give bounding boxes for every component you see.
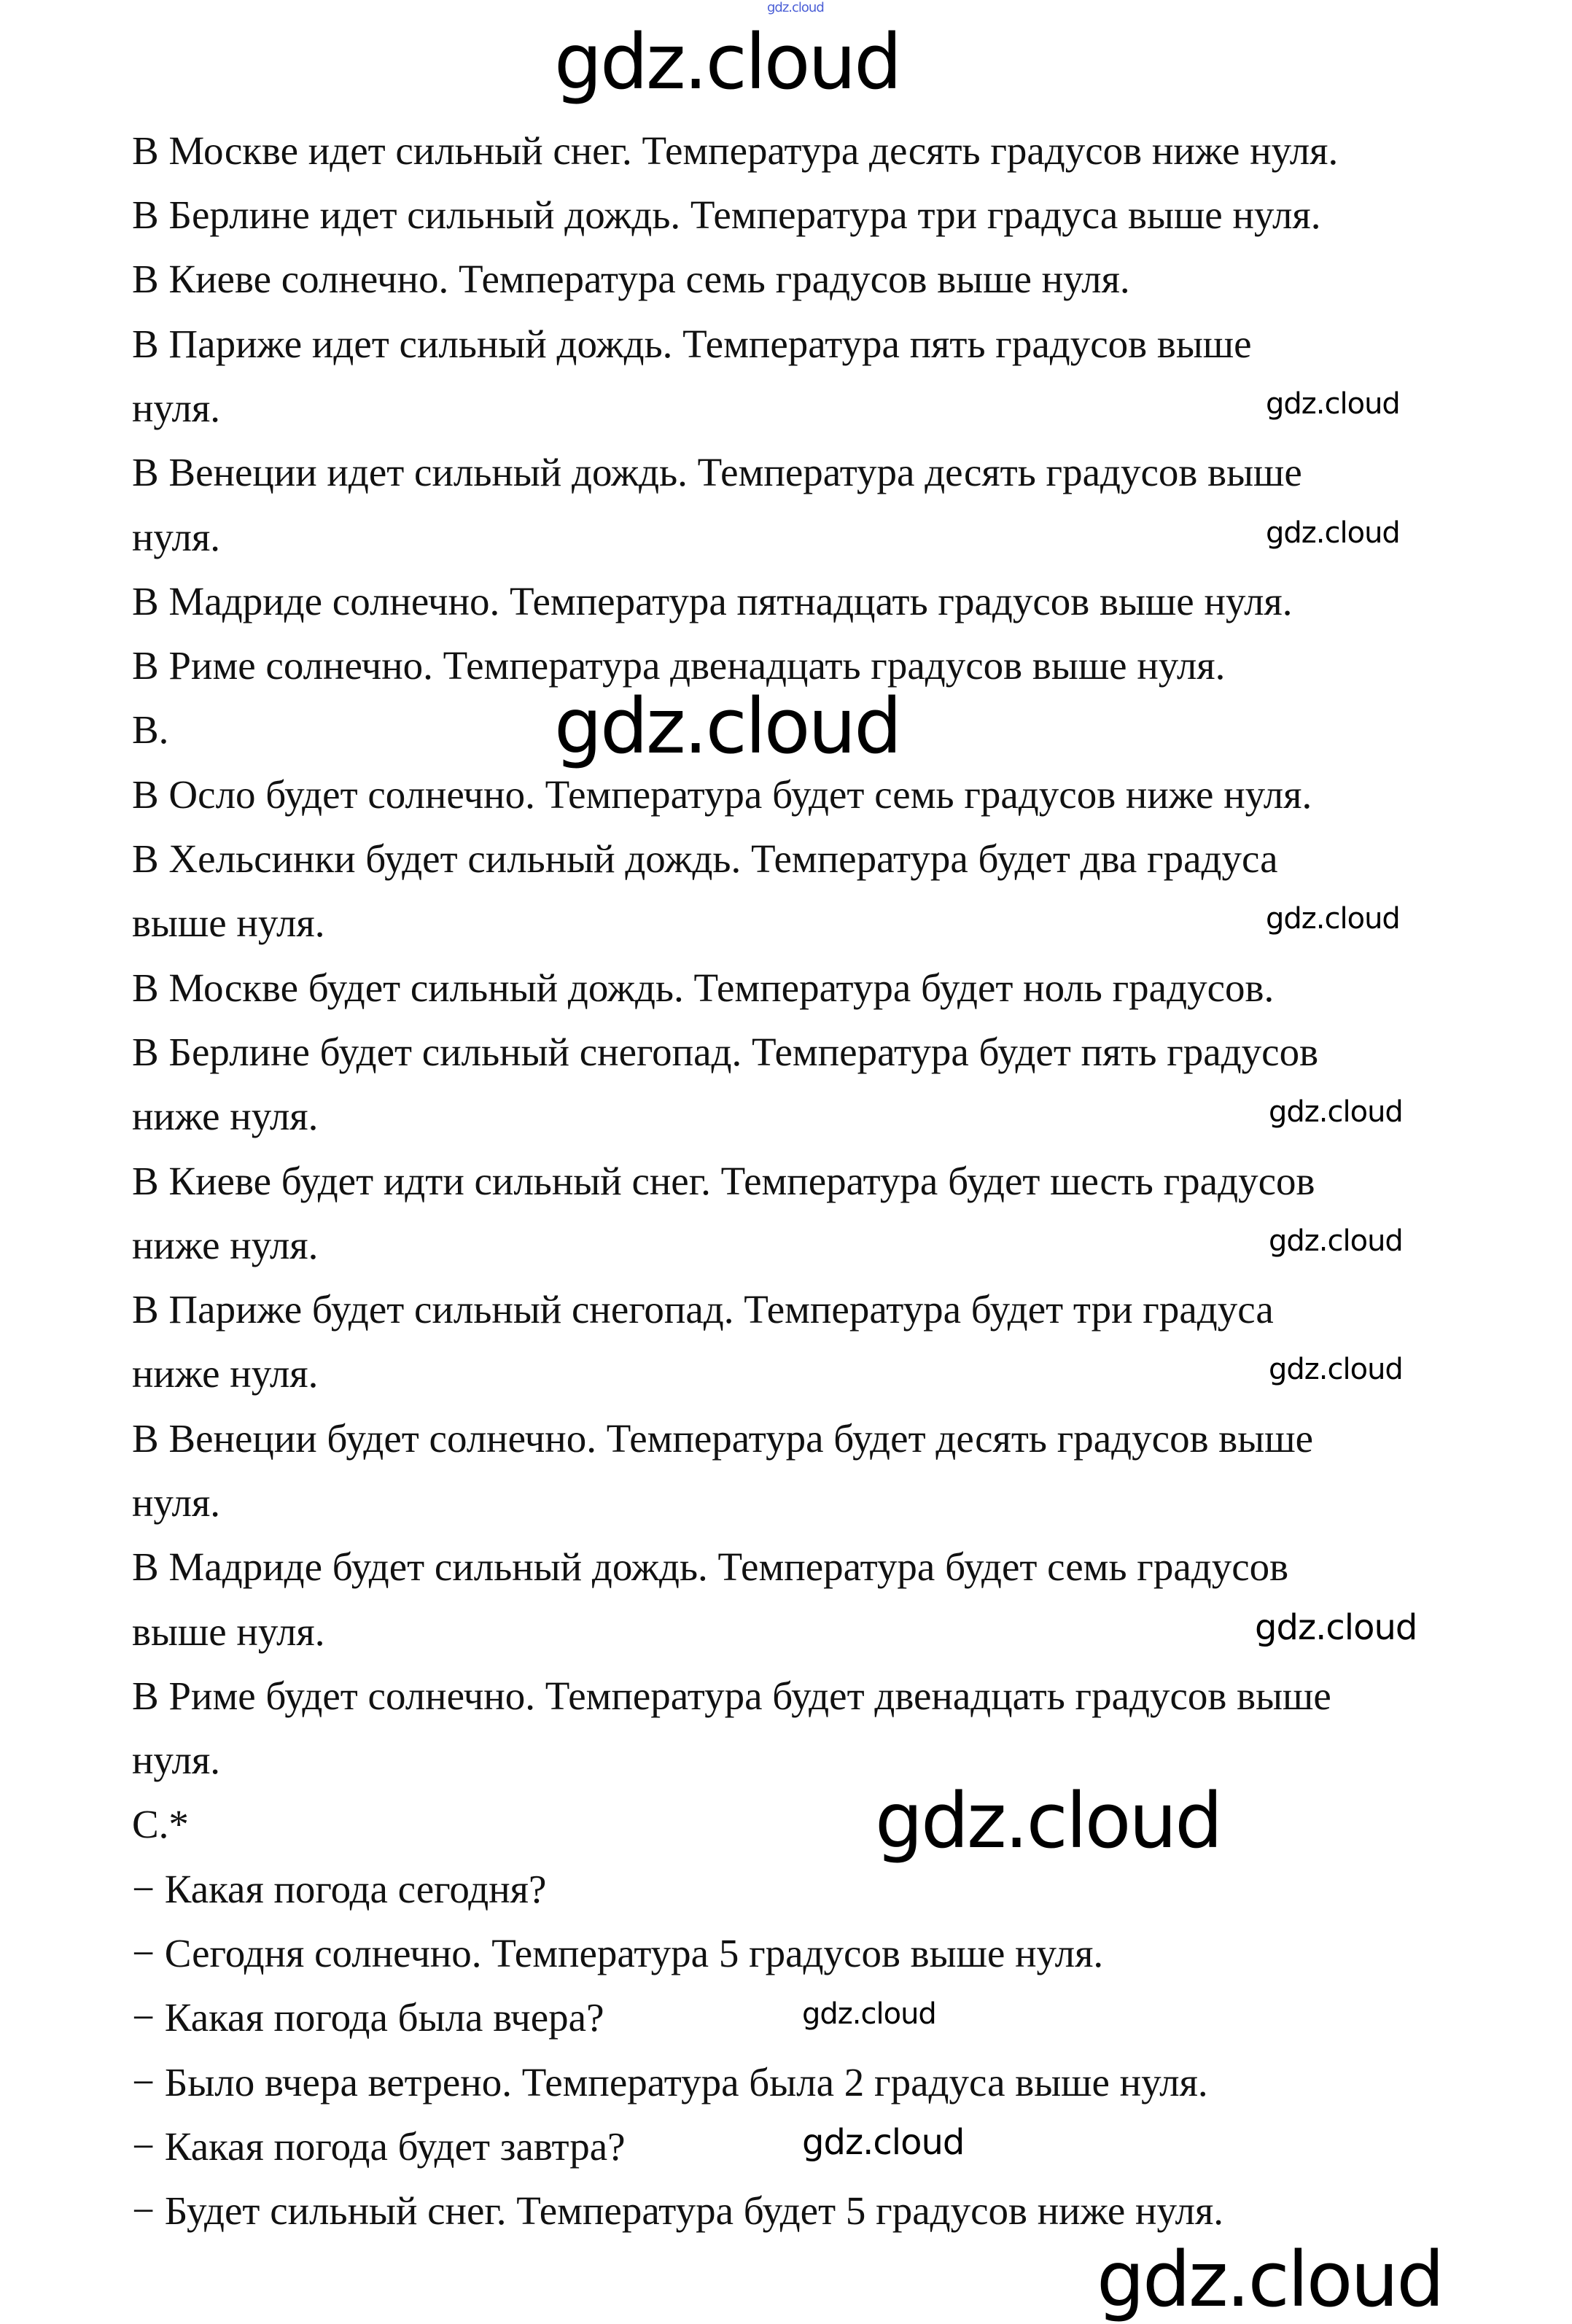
- text-line: [132, 887, 1338, 952]
- text-line-content: В Париже будет сильный снегопад. Температура будет три градуса: [132, 1287, 1274, 1332]
- watermark: gdz.cloud: [1266, 516, 1400, 550]
- text-line-content: C.*: [132, 1802, 189, 1847]
- text-line: [132, 501, 1338, 565]
- text-line: [132, 823, 1338, 887]
- text-line: [132, 1080, 1338, 1144]
- text-line: [132, 2175, 1338, 2239]
- watermark-large: gdz.cloud: [554, 18, 900, 106]
- text-line-content: нуля.: [132, 514, 221, 559]
- text-line: [132, 1466, 1338, 1531]
- text-line-content: В Риме солнечно. Температура двенадцать градусов выше нуля.: [132, 643, 1226, 688]
- text-line: [132, 1145, 1338, 1209]
- watermark: gdz.cloud: [1269, 1224, 1403, 1258]
- text-line-content: В Москве идет сильный снег. Температура десять градусов ниже нуля.: [132, 128, 1339, 173]
- text-line: [132, 1917, 1338, 1981]
- text-line-content: В Берлине идет сильный дождь. Температура три градуса выше нуля.: [132, 193, 1321, 238]
- text-line-content: − Какая погода будет завтра?: [132, 2123, 626, 2169]
- text-line: [132, 244, 1338, 308]
- text-line: [132, 179, 1338, 243]
- text-line-content: В Риме будет солнечно. Температура будет двенадцать градусов выше: [132, 1673, 1331, 1718]
- text-line-content: ниже нуля.: [132, 1351, 319, 1396]
- text-line-content: ниже нуля.: [132, 1222, 319, 1267]
- text-line-content: В Осло будет солнечно. Температура будет семь градусов ниже нуля.: [132, 772, 1312, 817]
- text-line-content: − Какая погода была вчера?: [132, 1995, 604, 2040]
- text-line-content: − Какая погода сегодня?: [132, 1866, 547, 1911]
- text-line-content: нуля.: [132, 1738, 221, 1783]
- text-line-content: B.: [132, 707, 169, 753]
- watermark: gdz.cloud: [1266, 387, 1400, 421]
- document-body: [132, 114, 1338, 2239]
- text-line: [132, 1273, 1338, 1337]
- text-line-content: В Хельсинки будет сильный дождь. Температура будет два градуса: [132, 836, 1278, 882]
- watermark: gdz.cloud: [802, 2122, 965, 2163]
- text-line: [132, 436, 1338, 500]
- watermark-large: gdz.cloud: [1097, 2235, 1443, 2324]
- watermark-large: gdz.cloud: [875, 1776, 1221, 1865]
- text-line-content: − Сегодня солнечно. Температура 5 градусов выше нуля.: [132, 1931, 1104, 1976]
- text-line: [132, 1660, 1338, 1724]
- text-line: [132, 952, 1338, 1016]
- text-line-content: В Киеве будет идти сильный снег. Температура будет шесть градусов: [132, 1158, 1315, 1203]
- text-line: [132, 565, 1338, 629]
- text-line-content: В Мадриде солнечно. Температура пятнадцать градусов выше нуля.: [132, 578, 1293, 623]
- text-line: [132, 1402, 1338, 1466]
- text-line: [132, 2110, 1338, 2175]
- text-line: [132, 2046, 1338, 2110]
- text-line: [132, 1596, 1338, 1660]
- text-line-content: нуля.: [132, 385, 221, 430]
- text-line-content: нуля.: [132, 1480, 221, 1525]
- text-line-content: В Мадриде будет сильный дождь. Температура будет семь градусов: [132, 1544, 1289, 1590]
- text-line: [132, 1016, 1338, 1080]
- text-line: [132, 1982, 1338, 2046]
- text-line-content: В Москве будет сильный дождь. Температура будет ноль градусов.: [132, 965, 1275, 1010]
- watermark-top: gdz.cloud: [767, 0, 824, 15]
- text-line: [132, 308, 1338, 372]
- text-line-content: ниже нуля.: [132, 1094, 319, 1139]
- watermark: gdz.cloud: [1269, 1353, 1403, 1386]
- text-line: [132, 1531, 1338, 1596]
- text-line: [132, 114, 1338, 179]
- text-line: [132, 1338, 1338, 1402]
- text-line: [132, 372, 1338, 436]
- watermark: gdz.cloud: [802, 1997, 936, 2031]
- watermark: gdz.cloud: [1255, 1607, 1417, 1648]
- text-line-content: В Венеции будет солнечно. Температура будет десять градусов выше: [132, 1415, 1313, 1461]
- text-line-content: В Киеве солнечно. Температура семь градусов выше нуля.: [132, 257, 1130, 302]
- watermark: gdz.cloud: [1269, 1095, 1403, 1129]
- text-line-content: выше нуля.: [132, 1609, 325, 1654]
- text-line: [132, 1209, 1338, 1273]
- text-line-content: − Было вчера ветрено. Температура была 2 градуса выше нуля.: [132, 2059, 1208, 2105]
- text-line-content: В Берлине будет сильный снегопад. Температура будет пять градусов: [132, 1029, 1319, 1074]
- text-line-content: В Париже идет сильный дождь. Температура пять градусов выше: [132, 321, 1252, 366]
- text-line-content: В Венеции идет сильный дождь. Температура десять градусов выше: [132, 450, 1302, 495]
- watermark-large: gdz.cloud: [554, 682, 900, 771]
- text-line-content: − Будет сильный снег. Температура будет 5 градусов ниже нуля.: [132, 2188, 1224, 2234]
- watermark: gdz.cloud: [1266, 902, 1400, 936]
- text-line-content: выше нуля.: [132, 901, 325, 946]
